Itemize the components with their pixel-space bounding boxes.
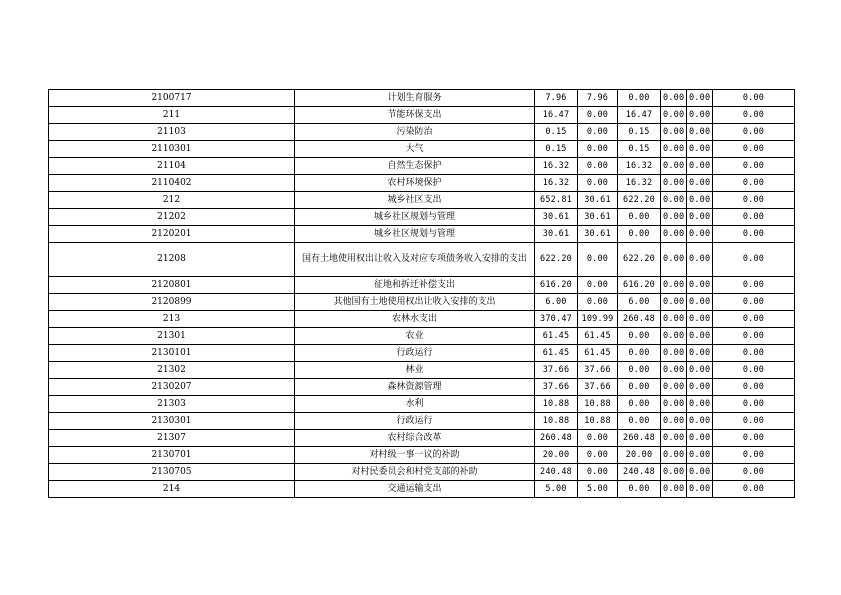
basic-expenditure-cell: 0.00 <box>578 141 618 158</box>
table-row <box>49 464 795 481</box>
amount-cell-4: 0.00 <box>661 311 687 328</box>
amount-cell-5: 0.00 <box>687 345 713 362</box>
total-cell: 61.45 <box>535 328 578 345</box>
project-expenditure-cell: 240.48 <box>618 464 661 481</box>
budget-table <box>48 89 795 498</box>
amount-cell-4: 0.00 <box>661 464 687 481</box>
project-expenditure-cell: 622.20 <box>618 243 661 277</box>
amount-cell-4: 0.00 <box>661 209 687 226</box>
total-cell: 240.48 <box>535 464 578 481</box>
basic-expenditure-cell: 30.61 <box>578 192 618 209</box>
total-cell: 5.00 <box>535 481 578 498</box>
subject-name-cell: 水利 <box>295 396 535 413</box>
table-row <box>49 226 795 243</box>
amount-cell-5: 0.00 <box>687 413 713 430</box>
table-row <box>49 379 795 396</box>
amount-cell-6: 0.00 <box>713 141 795 158</box>
amount-cell-4: 0.00 <box>661 192 687 209</box>
table-row <box>49 277 795 294</box>
amount-cell-6: 0.00 <box>713 226 795 243</box>
total-cell: 20.00 <box>535 447 578 464</box>
amount-cell-4: 0.00 <box>661 362 687 379</box>
basic-expenditure-cell: 5.00 <box>578 481 618 498</box>
subject-code-cell: 2120801 <box>49 277 295 294</box>
table-body <box>49 90 795 498</box>
amount-cell-6: 0.00 <box>713 277 795 294</box>
project-expenditure-cell: 0.00 <box>618 90 661 107</box>
project-expenditure-cell: 0.00 <box>618 396 661 413</box>
amount-cell-4: 0.00 <box>661 277 687 294</box>
total-cell: 0.15 <box>535 141 578 158</box>
amount-cell-6: 0.00 <box>713 107 795 124</box>
table-row <box>49 243 795 277</box>
total-cell: 30.61 <box>535 226 578 243</box>
basic-expenditure-cell: 61.45 <box>578 328 618 345</box>
basic-expenditure-cell: 7.96 <box>578 90 618 107</box>
subject-name-cell: 大气 <box>295 141 535 158</box>
amount-cell-6: 0.00 <box>713 243 795 277</box>
amount-cell-6: 0.00 <box>713 294 795 311</box>
table-row <box>49 345 795 362</box>
table-row <box>49 107 795 124</box>
total-cell: 10.88 <box>535 396 578 413</box>
amount-cell-6: 0.00 <box>713 464 795 481</box>
subject-code-cell: 21202 <box>49 209 295 226</box>
total-cell: 37.66 <box>535 379 578 396</box>
amount-cell-4: 0.00 <box>661 413 687 430</box>
basic-expenditure-cell: 30.61 <box>578 226 618 243</box>
amount-cell-5: 0.00 <box>687 277 713 294</box>
amount-cell-6: 0.00 <box>713 192 795 209</box>
subject-code-cell: 2110402 <box>49 175 295 192</box>
total-cell: 616.20 <box>535 277 578 294</box>
table-row <box>49 158 795 175</box>
project-expenditure-cell: 0.00 <box>618 481 661 498</box>
amount-cell-4: 0.00 <box>661 158 687 175</box>
table-row <box>49 124 795 141</box>
amount-cell-4: 0.00 <box>661 226 687 243</box>
project-expenditure-cell: 0.15 <box>618 141 661 158</box>
total-cell: 7.96 <box>535 90 578 107</box>
subject-name-cell: 行政运行 <box>295 345 535 362</box>
subject-code-cell: 2120899 <box>49 294 295 311</box>
project-expenditure-cell: 0.00 <box>618 328 661 345</box>
amount-cell-6: 0.00 <box>713 362 795 379</box>
amount-cell-6: 0.00 <box>713 447 795 464</box>
table-row <box>49 362 795 379</box>
subject-code-cell: 211 <box>49 107 295 124</box>
project-expenditure-cell: 16.32 <box>618 158 661 175</box>
amount-cell-6: 0.00 <box>713 413 795 430</box>
amount-cell-6: 0.00 <box>713 90 795 107</box>
amount-cell-5: 0.00 <box>687 192 713 209</box>
total-cell: 16.32 <box>535 175 578 192</box>
subject-name-cell: 其他国有土地使用权出让收入安排的支出 <box>295 294 535 311</box>
subject-code-cell: 21208 <box>49 243 295 277</box>
amount-cell-5: 0.00 <box>687 226 713 243</box>
subject-name-cell: 对村民委员会和村党支部的补助 <box>295 464 535 481</box>
amount-cell-6: 0.00 <box>713 328 795 345</box>
subject-name-cell: 农村环境保护 <box>295 175 535 192</box>
subject-code-cell: 2130101 <box>49 345 295 362</box>
subject-code-cell: 2110301 <box>49 141 295 158</box>
subject-name-cell: 农林水支出 <box>295 311 535 328</box>
basic-expenditure-cell: 61.45 <box>578 345 618 362</box>
amount-cell-5: 0.00 <box>687 124 713 141</box>
basic-expenditure-cell: 0.00 <box>578 447 618 464</box>
basic-expenditure-cell: 0.00 <box>578 277 618 294</box>
amount-cell-6: 0.00 <box>713 481 795 498</box>
subject-name-cell: 城乡社区规划与管理 <box>295 209 535 226</box>
subject-code-cell: 2130207 <box>49 379 295 396</box>
subject-name-cell: 城乡社区规划与管理 <box>295 226 535 243</box>
project-expenditure-cell: 16.47 <box>618 107 661 124</box>
amount-cell-4: 0.00 <box>661 175 687 192</box>
project-expenditure-cell: 260.48 <box>618 311 661 328</box>
subject-code-cell: 21302 <box>49 362 295 379</box>
basic-expenditure-cell: 0.00 <box>578 243 618 277</box>
amount-cell-4: 0.00 <box>661 90 687 107</box>
amount-cell-6: 0.00 <box>713 124 795 141</box>
amount-cell-5: 0.00 <box>687 294 713 311</box>
basic-expenditure-cell: 30.61 <box>578 209 618 226</box>
amount-cell-5: 0.00 <box>687 209 713 226</box>
subject-name-cell: 农业 <box>295 328 535 345</box>
table-row <box>49 447 795 464</box>
basic-expenditure-cell: 0.00 <box>578 124 618 141</box>
basic-expenditure-cell: 0.00 <box>578 107 618 124</box>
amount-cell-4: 0.00 <box>661 481 687 498</box>
amount-cell-4: 0.00 <box>661 243 687 277</box>
subject-code-cell: 213 <box>49 311 295 328</box>
subject-code-cell: 21104 <box>49 158 295 175</box>
project-expenditure-cell: 0.00 <box>618 226 661 243</box>
amount-cell-4: 0.00 <box>661 294 687 311</box>
amount-cell-6: 0.00 <box>713 345 795 362</box>
amount-cell-6: 0.00 <box>713 209 795 226</box>
amount-cell-6: 0.00 <box>713 396 795 413</box>
amount-cell-5: 0.00 <box>687 362 713 379</box>
project-expenditure-cell: 622.20 <box>618 192 661 209</box>
amount-cell-6: 0.00 <box>713 175 795 192</box>
project-expenditure-cell: 616.20 <box>618 277 661 294</box>
amount-cell-6: 0.00 <box>713 379 795 396</box>
amount-cell-4: 0.00 <box>661 107 687 124</box>
amount-cell-4: 0.00 <box>661 345 687 362</box>
amount-cell-5: 0.00 <box>687 464 713 481</box>
project-expenditure-cell: 20.00 <box>618 447 661 464</box>
project-expenditure-cell: 0.00 <box>618 209 661 226</box>
subject-code-cell: 21301 <box>49 328 295 345</box>
amount-cell-5: 0.00 <box>687 175 713 192</box>
amount-cell-4: 0.00 <box>661 141 687 158</box>
total-cell: 6.00 <box>535 294 578 311</box>
amount-cell-4: 0.00 <box>661 430 687 447</box>
project-expenditure-cell: 260.48 <box>618 430 661 447</box>
amount-cell-5: 0.00 <box>687 243 713 277</box>
amount-cell-5: 0.00 <box>687 328 713 345</box>
table-row <box>49 413 795 430</box>
amount-cell-5: 0.00 <box>687 481 713 498</box>
project-expenditure-cell: 0.00 <box>618 379 661 396</box>
subject-name-cell: 林业 <box>295 362 535 379</box>
table-row <box>49 328 795 345</box>
subject-code-cell: 2130705 <box>49 464 295 481</box>
total-cell: 61.45 <box>535 345 578 362</box>
table-row <box>49 481 795 498</box>
amount-cell-5: 0.00 <box>687 396 713 413</box>
basic-expenditure-cell: 10.88 <box>578 413 618 430</box>
amount-cell-4: 0.00 <box>661 447 687 464</box>
basic-expenditure-cell: 0.00 <box>578 158 618 175</box>
basic-expenditure-cell: 37.66 <box>578 379 618 396</box>
total-cell: 370.47 <box>535 311 578 328</box>
subject-code-cell: 21303 <box>49 396 295 413</box>
subject-name-cell: 行政运行 <box>295 413 535 430</box>
table-row <box>49 192 795 209</box>
subject-code-cell: 212 <box>49 192 295 209</box>
subject-code-cell: 2120201 <box>49 226 295 243</box>
project-expenditure-cell: 0.00 <box>618 413 661 430</box>
table-row <box>49 141 795 158</box>
amount-cell-5: 0.00 <box>687 430 713 447</box>
basic-expenditure-cell: 0.00 <box>578 294 618 311</box>
subject-name-cell: 森林资源管理 <box>295 379 535 396</box>
subject-code-cell: 21103 <box>49 124 295 141</box>
table-row <box>49 294 795 311</box>
amount-cell-5: 0.00 <box>687 158 713 175</box>
project-expenditure-cell: 6.00 <box>618 294 661 311</box>
table-row <box>49 209 795 226</box>
subject-name-cell: 交通运输支出 <box>295 481 535 498</box>
subject-code-cell: 214 <box>49 481 295 498</box>
total-cell: 0.15 <box>535 124 578 141</box>
basic-expenditure-cell: 0.00 <box>578 464 618 481</box>
subject-name-cell: 城乡社区支出 <box>295 192 535 209</box>
subject-name-cell: 污染防治 <box>295 124 535 141</box>
amount-cell-4: 0.00 <box>661 328 687 345</box>
total-cell: 30.61 <box>535 209 578 226</box>
table-row <box>49 430 795 447</box>
project-expenditure-cell: 0.15 <box>618 124 661 141</box>
total-cell: 16.32 <box>535 158 578 175</box>
total-cell: 37.66 <box>535 362 578 379</box>
subject-code-cell: 2100717 <box>49 90 295 107</box>
subject-name-cell: 自然生态保护 <box>295 158 535 175</box>
amount-cell-6: 0.00 <box>713 158 795 175</box>
amount-cell-5: 0.00 <box>687 379 713 396</box>
subject-name-cell: 农村综合改革 <box>295 430 535 447</box>
subject-code-cell: 2130701 <box>49 447 295 464</box>
amount-cell-6: 0.00 <box>713 430 795 447</box>
table-row <box>49 90 795 107</box>
subject-code-cell: 2130301 <box>49 413 295 430</box>
total-cell: 10.88 <box>535 413 578 430</box>
amount-cell-4: 0.00 <box>661 379 687 396</box>
basic-expenditure-cell: 37.66 <box>578 362 618 379</box>
table-row <box>49 311 795 328</box>
amount-cell-6: 0.00 <box>713 311 795 328</box>
total-cell: 16.47 <box>535 107 578 124</box>
amount-cell-5: 0.00 <box>687 90 713 107</box>
total-cell: 622.20 <box>535 243 578 277</box>
total-cell: 652.81 <box>535 192 578 209</box>
project-expenditure-cell: 16.32 <box>618 175 661 192</box>
subject-name-cell: 计划生育服务 <box>295 90 535 107</box>
project-expenditure-cell: 0.00 <box>618 362 661 379</box>
basic-expenditure-cell: 0.00 <box>578 430 618 447</box>
basic-expenditure-cell: 10.88 <box>578 396 618 413</box>
amount-cell-4: 0.00 <box>661 124 687 141</box>
basic-expenditure-cell: 0.00 <box>578 175 618 192</box>
amount-cell-5: 0.00 <box>687 447 713 464</box>
basic-expenditure-cell: 109.99 <box>578 311 618 328</box>
project-expenditure-cell: 0.00 <box>618 345 661 362</box>
amount-cell-4: 0.00 <box>661 396 687 413</box>
subject-name-cell: 对村级一事一议的补助 <box>295 447 535 464</box>
amount-cell-5: 0.00 <box>687 107 713 124</box>
table-row <box>49 396 795 413</box>
subject-name-cell: 节能环保支出 <box>295 107 535 124</box>
subject-name-cell: 国有土地使用权出让收入及对应专项债务收入安排的支出 <box>295 243 535 277</box>
subject-name-cell: 征地和拆迁补偿支出 <box>295 277 535 294</box>
total-cell: 260.48 <box>535 430 578 447</box>
subject-code-cell: 21307 <box>49 430 295 447</box>
amount-cell-5: 0.00 <box>687 141 713 158</box>
table-row <box>49 175 795 192</box>
amount-cell-5: 0.00 <box>687 311 713 328</box>
